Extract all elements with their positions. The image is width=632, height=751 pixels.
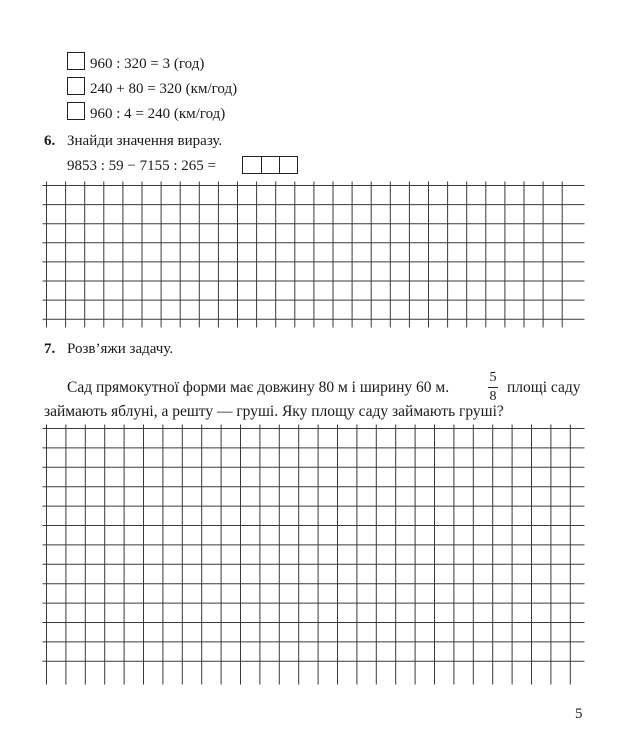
task6-title: Знайди значення виразу. xyxy=(67,133,223,149)
option-label-3: 960 : 4 = 240 (км/год) xyxy=(90,106,226,122)
page-number: 5 xyxy=(575,706,583,722)
task7-text-line1: Сад прямокутної форми має довжину 80 м і ширину 60 м. xyxy=(67,379,450,396)
option-label-1: 960 : 320 = 3 (год) xyxy=(90,56,205,72)
task7-text-line1-end: площі саду xyxy=(507,379,581,396)
fraction-numerator: 5 xyxy=(489,370,497,385)
task7-text-line2: займають яблуні, а решту — груші. Яку площу саду займають груші? xyxy=(44,403,504,420)
fraction-bar xyxy=(488,387,498,388)
grid-lines-task7 xyxy=(43,425,585,685)
grid-lines-task6 xyxy=(43,182,585,328)
task7-title: Розв’яжи задачу. xyxy=(67,341,174,357)
task7-number: 7. xyxy=(44,341,56,357)
fraction-denominator: 8 xyxy=(489,389,497,404)
task6-expression: 9853 : 59 − 7155 : 265 = xyxy=(67,158,217,174)
task6-number: 6. xyxy=(44,133,56,149)
option-label-2: 240 + 80 = 320 (км/год) xyxy=(90,81,238,97)
